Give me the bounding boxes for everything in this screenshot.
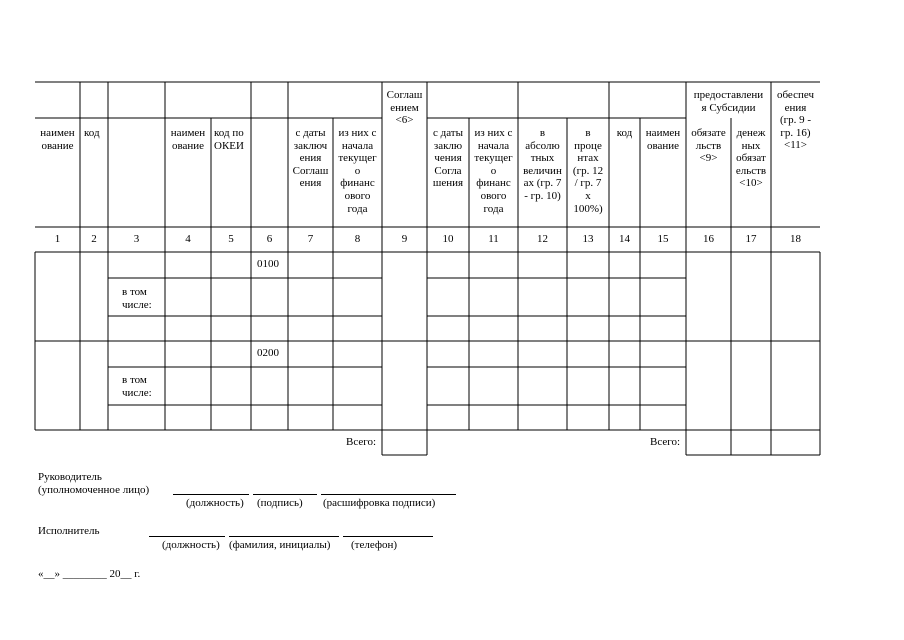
executor-position-line	[149, 536, 225, 537]
total-label-right: Всего:	[650, 436, 681, 448]
decoding-caption: (расшифровка подписи)	[323, 497, 436, 509]
column-number: 8	[354, 233, 361, 245]
header-since-year-start-1: из них с начала текущег о финанс ового года	[338, 127, 377, 215]
header-since-agreement-1: с даты заключ ения Соглаш ения	[292, 127, 329, 190]
column-number: 3	[133, 233, 140, 245]
header-percent-values: в проце нтах (гр. 12 / гр. 7 x 100%)	[572, 127, 604, 215]
column-number: 10	[442, 233, 454, 245]
head-label: Руководитель (уполномоченное лицо)	[38, 471, 150, 496]
column-number: 7	[307, 233, 314, 245]
executor-name-caption: (фамилия, инициалы)	[229, 539, 331, 551]
signature-caption: (подпись)	[257, 497, 303, 509]
row-code-0200: 0200	[257, 347, 279, 359]
header-item-name: наимен ование	[40, 127, 75, 152]
header-obligations: обязате льств <9>	[691, 127, 726, 165]
header-reason-code: код	[616, 127, 633, 139]
header-reason-name: наимен ование	[645, 127, 681, 152]
column-number: 15	[657, 233, 669, 245]
header-item-code: код	[84, 127, 100, 139]
including-label: в том числе:	[122, 374, 152, 399]
executor-phone-line	[343, 536, 433, 537]
date-line: «__» ________ 20__ г.	[38, 568, 141, 580]
column-number: 1	[54, 233, 61, 245]
header-since-agreement-2: с даты заклю чения Согла шения	[432, 127, 464, 190]
column-number: 13	[582, 233, 594, 245]
position-line	[173, 494, 249, 495]
header-security: обеспеч ения (гр. 9 - гр. 16) <11>	[776, 89, 815, 152]
row-code-0100: 0100	[257, 258, 279, 270]
column-number: 2	[91, 233, 97, 245]
column-number: 6	[266, 233, 273, 245]
column-number: 17	[745, 233, 757, 245]
decoding-line	[321, 494, 456, 495]
header-subsidy-provision: предоставлени я Субсидии	[693, 89, 764, 114]
column-number: 12	[537, 233, 548, 245]
header-since-year-start-2: из них с начала текущег о финанс ового года	[474, 127, 513, 215]
column-number: 18	[790, 233, 801, 245]
column-number: 16	[703, 233, 714, 245]
signature-line	[253, 494, 317, 495]
column-number: 9	[401, 233, 408, 245]
executor-phone-caption: (телефон)	[351, 539, 398, 551]
position-caption: (должность)	[186, 497, 244, 509]
header-by-agreement: Соглаш ением <6>	[386, 89, 423, 127]
column-number: 4	[185, 233, 191, 245]
header-monetary-obligations: денеж ных обязат ельств <10>	[735, 127, 767, 190]
total-label-left: Всего:	[346, 436, 377, 448]
including-label: в том числе:	[122, 286, 152, 311]
column-number: 5	[228, 233, 234, 245]
column-number: 14	[619, 233, 630, 245]
header-absolute-values: в абсолю тных величин ах (гр. 7 - гр. 10)	[523, 127, 562, 202]
column-number: 11	[488, 233, 499, 245]
executor-position-caption: (должность)	[162, 539, 220, 551]
header-okei-code: код по ОКЕИ	[214, 127, 244, 152]
header-unit-name: наимен ование	[170, 127, 206, 152]
executor-name-line	[229, 536, 339, 537]
executor-label: Исполнитель	[38, 525, 100, 537]
